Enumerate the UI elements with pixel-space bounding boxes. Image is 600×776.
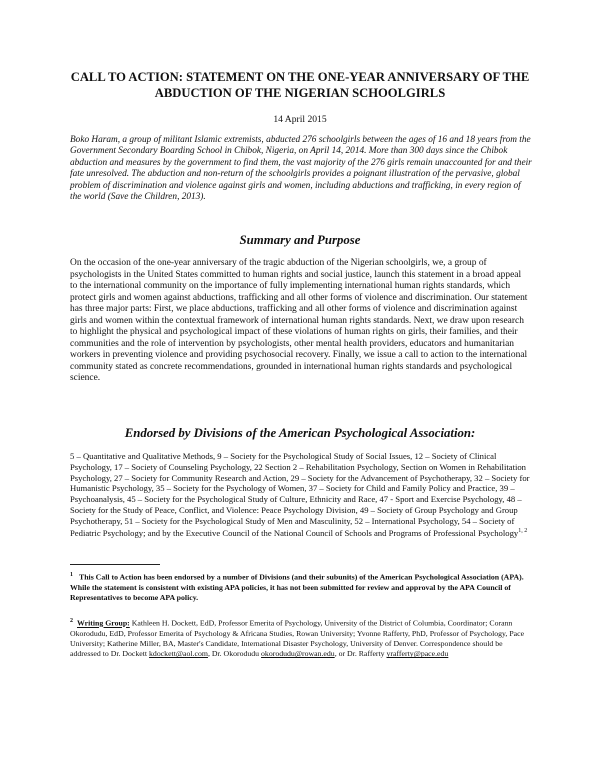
intro-paragraph: Boko Haram, a group of militant Islamic extremists, abducted 276 schoolgirls between the ages of 16 and 18 years from the Government Secondary Boarding School in Chibok, Nigeria, on April 14, 2014. More than 300 days since the Chibok abduction and measures by the government to find them, the vast majority of the 276 girls remain unaccounted for and their fate unresolved. The abduction and non-return of the schoolgirls provides a poignant illustration of the pervasive, global problem of discrimination and violence against girls and women, including abductions and trafficking, in every region of the world (Save the Children, 2013). bbox=[70, 135, 532, 203]
footnote-1 bbox=[70, 570, 530, 603]
footnote-2-number: 2 bbox=[70, 618, 73, 624]
footnote-2-text: Kathleen H. Dockett, EdD, Professor Emerita of Psychology, University of the District of Columbia, Coordinator; Corann Okorodudu, EdD, Professor Emerita of Psychology & Africana Studies, Rowan University; Yvonne Rafferty, PhD, Professor of Psychology, Pace University; Katherine Miller, BA, Master's Candidate, International Disaster Psychology, University of Denver. Correspondence should be addressed to Dr. Dockett bbox=[70, 618, 525, 659]
email-link-okorodudu[interactable]: okorodudu@rowan.edu bbox=[261, 649, 335, 659]
footnote-reference: 1, 2 bbox=[518, 528, 528, 535]
summary-heading: Summary and Purpose bbox=[239, 233, 361, 247]
document-title: CALL TO ACTION: STATEMENT ON THE ONE-YEAR ANNIVERSARY OF THE ABDUCTION OF THE NIGERIAN SCHOOLGIRLS bbox=[70, 70, 530, 100]
divisions-paragraph bbox=[70, 451, 530, 539]
footnote-2-mid2: , or Dr. Rafferty bbox=[334, 649, 387, 659]
footnote-2-mid: , Dr. Okorodudu bbox=[207, 649, 262, 659]
footnote-divider bbox=[70, 564, 160, 565]
footnote-1-text: This Call to Action has been endorsed by a number of Divisions (and their subunits) of the American Psychological Association (APA). While the statement is consistent with existing APA policies, it has not been submitted for review and approval by the APA Council of Representatives to become APA policy. bbox=[70, 572, 524, 603]
divisions-list: 5 – Quantitative and Qualitative Methods, 9 – Society for the Psychological Study of Social Issues, 12 – Society of Clinical Psychology, 17 – Society of Counseling Psychology, 22 Section 2 – Rehabilitation Psychology, Section on Women in Rehabilitation Psychology, 27 – Society for Community Research and Action, 29 – Society for the Advancement of Psychotherapy, 32 – Society for Humanistic Psychology, 35 – Society for the Psychology of Women, 37 – Society for Child and Family Policy and Practice, 39 – Psychoanalysis, 45 – Society for the Psychological Study of Culture, Ethnicity and Race, 47 - Sport and Exercise Psychology, 48 – Society for the Study of Peace, Conflict, and Violence: Peace Psychology Division, 49 – Society of Group Psychology and Group Psychotherapy, 51 – Society for the Psychological Study of Men and Masculinity, 52 – International Psychology, 54 – Society of Pediatric Psychology; and by the Executive Council of the National Council of Schools and Programs of Professional Psychology bbox=[70, 451, 530, 539]
summary-paragraph: On the occasion of the one-year anniversary of the tragic abduction of the Nigerian schoolgirls, we, a group of psychologists in the United States committed to human rights and social justice, launch this statement in a broad appeal to the international community on the importance of fully implementing international human rights standards, which protect girls and women against abductions, trafficking and all other forms of violence and discrimination. Our statement has three major parts: First, we place abductions, trafficking and all other forms of violence and discrimination against girls and women within the contextual framework of international human rights standards. Next, we draw upon research to highlight the physical and psychological impact of these violations of human rights on girls, their families, and their communities and the role of intervention by psychologists, other mental health providers, educators and humanitarian workers in preventing violence and providing psychosocial recovery. Finally, we issue a call to action to the international community stated as concrete recommendations, grounded in international human rights standards and psychological science. bbox=[70, 258, 528, 384]
email-link-dockett[interactable]: kdockett@aol.com bbox=[149, 649, 208, 659]
footnote-2 bbox=[70, 616, 530, 660]
footnote-1-number: 1 bbox=[70, 572, 73, 578]
document-date: 14 April 2015 bbox=[273, 114, 327, 125]
writing-group-label: Writing Group: bbox=[77, 618, 130, 628]
endorsed-heading: Endorsed by Divisions of the American Psychological Association: bbox=[124, 426, 476, 440]
email-link-rafferty[interactable]: yrafferty@pace.edu bbox=[386, 649, 449, 659]
